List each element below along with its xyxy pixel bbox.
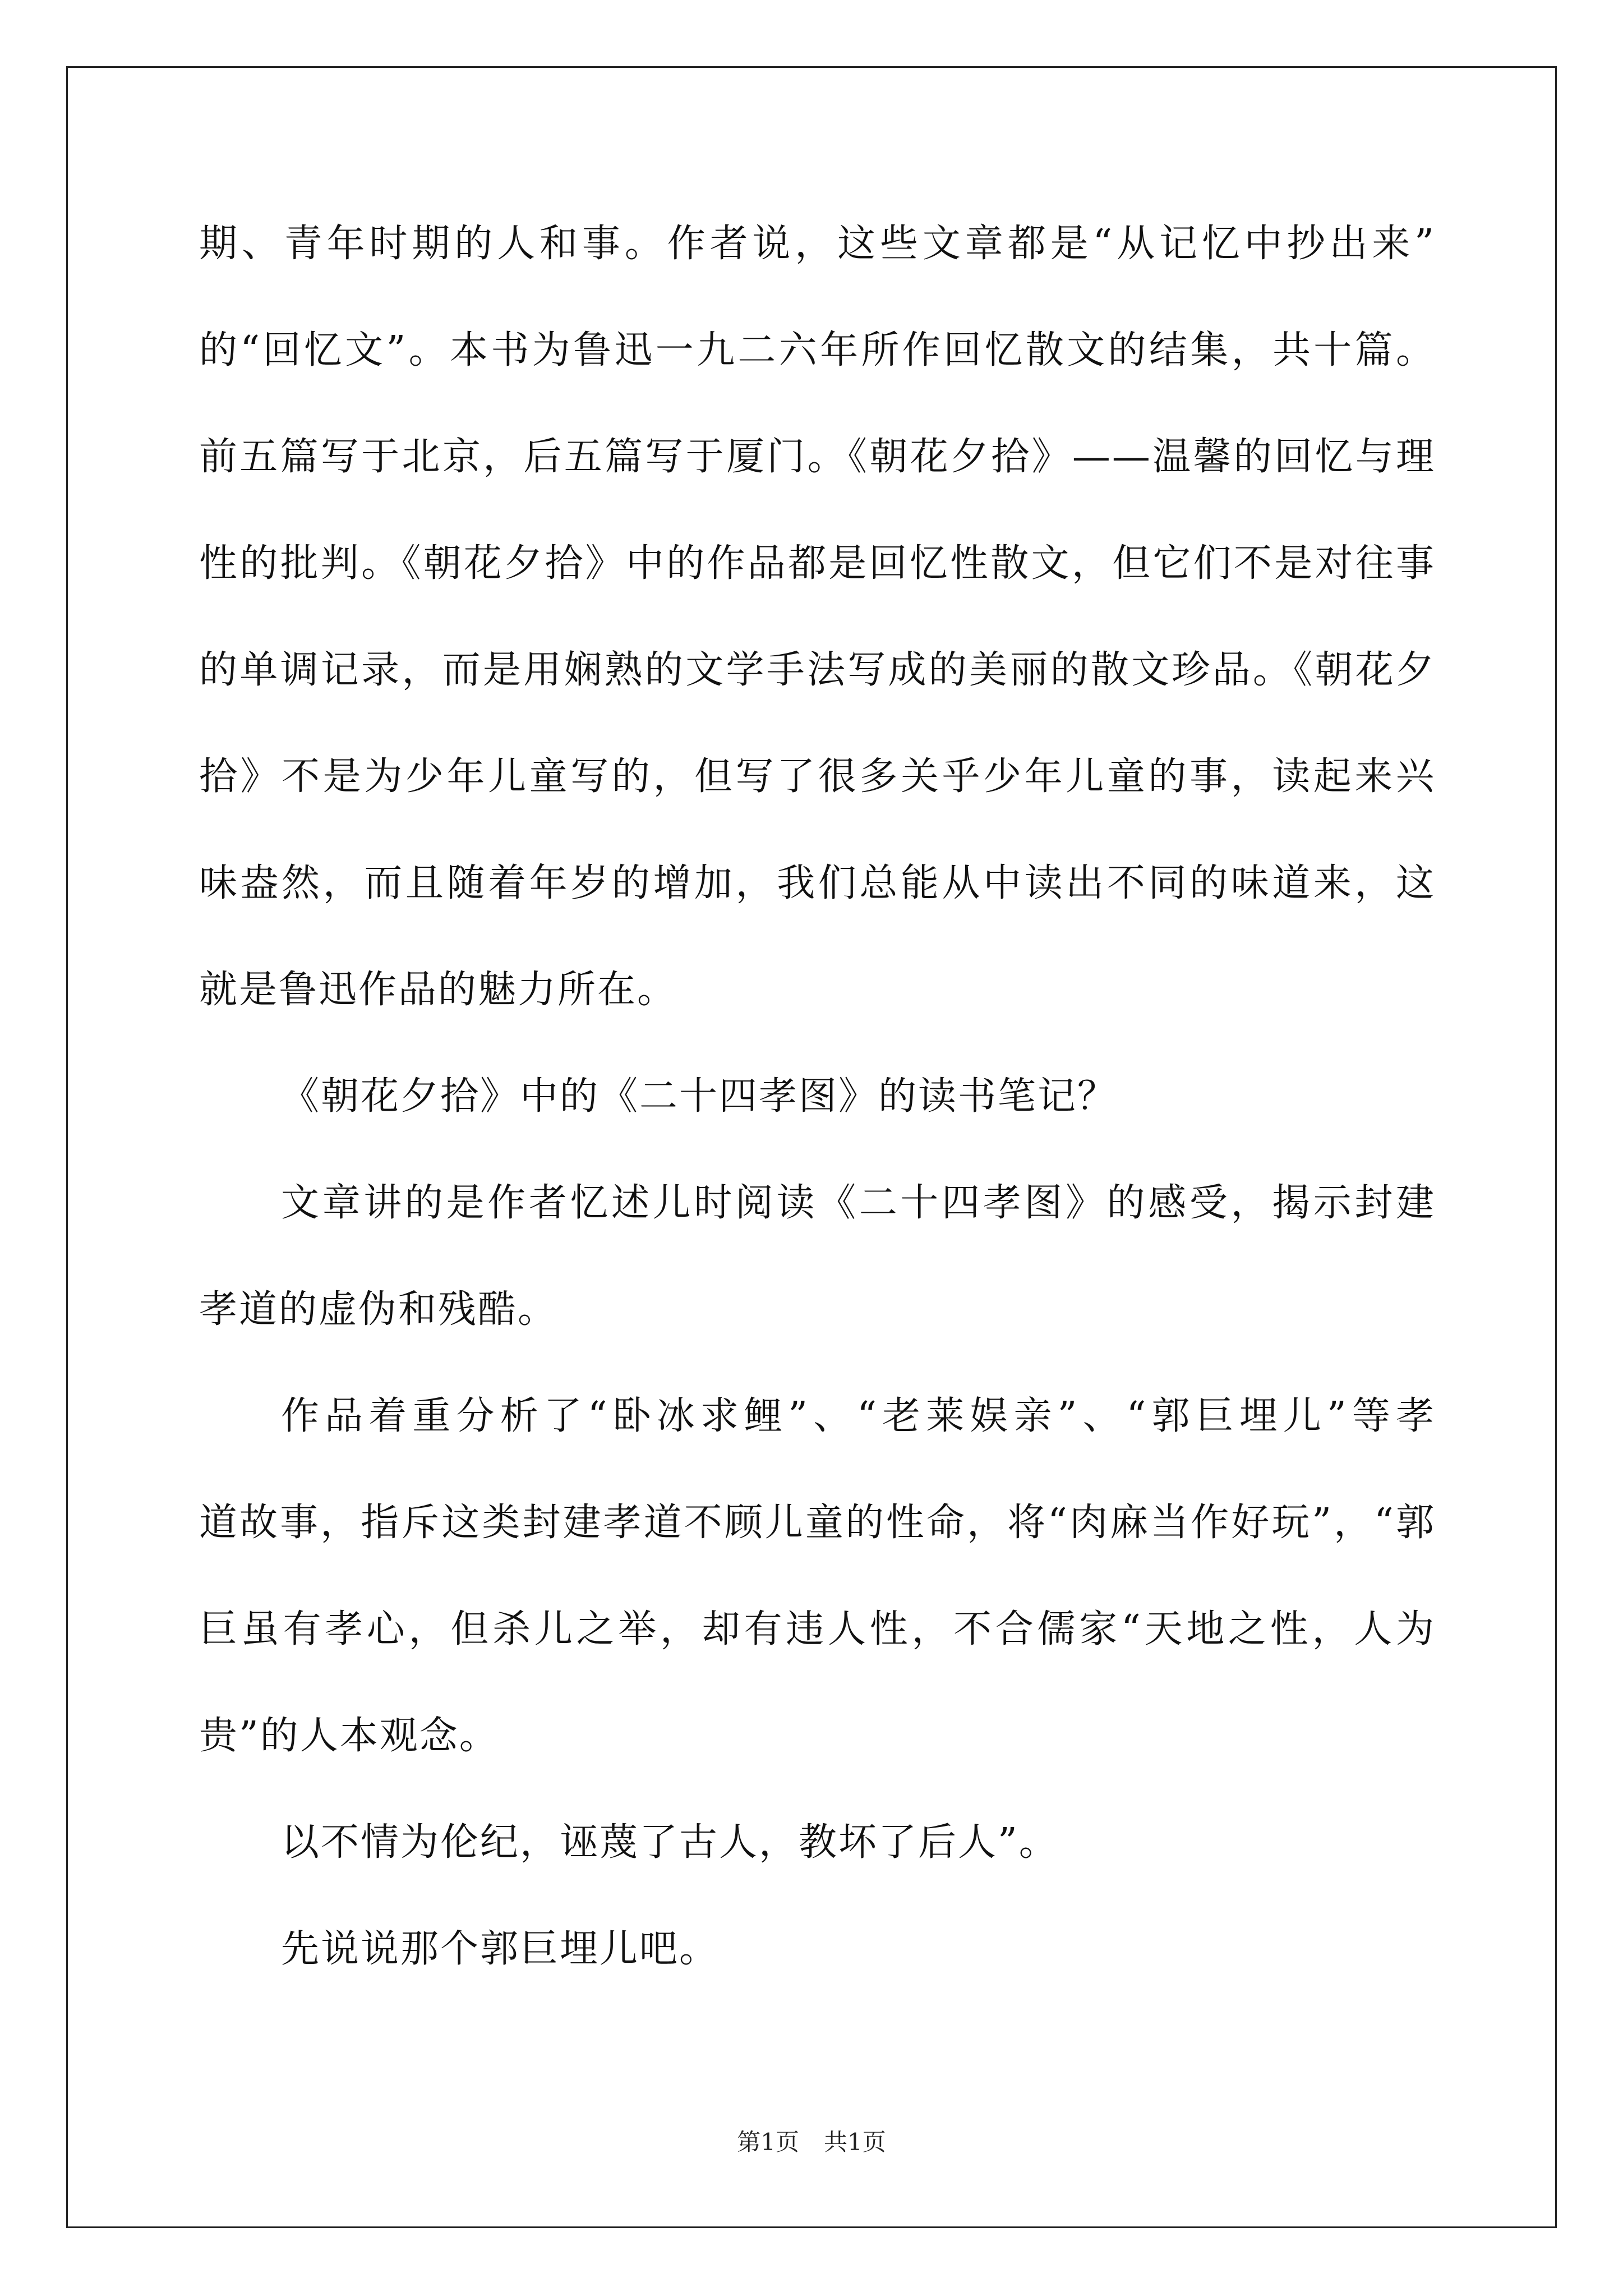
page-number: 第1页 bbox=[737, 2128, 799, 2156]
text-line: 孝道的虚伪和残酷。 bbox=[199, 1287, 558, 1332]
text-line: 前五篇写于北京，后五篇写于厦门。《朝花夕拾》——温馨的回忆与理 bbox=[199, 435, 1436, 479]
text-line: 的单调记录，而是用娴熟的文学手法写成的美丽的散文珍品。《朝花夕 bbox=[199, 648, 1436, 692]
text-line: 道故事，指斥这类封建孝道不顾儿童的性命，将“肉麻当作好玩”，“郭 bbox=[199, 1501, 1436, 1545]
section-heading: 《朝花夕拾》中的《二十四孝图》的读书笔记？ bbox=[281, 1074, 1118, 1119]
text-line: 的“回忆文”。本书为鲁迅一九二六年所作回忆散文的结集，共十篇。 bbox=[199, 328, 1436, 372]
page-footer bbox=[0, 2124, 1623, 2157]
text-line: 先说说那个郭巨埋儿吧。 bbox=[281, 1927, 720, 1971]
text-line: 性的批判。《朝花夕拾》中的作品都是回忆性散文，但它们不是对往事 bbox=[199, 541, 1436, 586]
text-line: 以不情为伦纪，诬蔑了古人，教坏了后人”。 bbox=[281, 1820, 1059, 1865]
document-body bbox=[199, 191, 1436, 2003]
text-line: 巨虽有孝心，但杀儿之举，却有违人性，不合儒家“天地之性，人为 bbox=[199, 1607, 1436, 1651]
text-line: 拾》不是为少年儿童写的，但写了很多关乎少年儿童的事，读起来兴 bbox=[199, 754, 1436, 799]
text-line: 期、青年时期的人和事。作者说，这些文章都是“从记忆中抄出来” bbox=[199, 222, 1436, 266]
text-line: 文章讲的是作者忆述儿时阅读《二十四孝图》的感受，揭示封建 bbox=[281, 1181, 1436, 1225]
text-line: 贵”的人本观念。 bbox=[199, 1714, 499, 1758]
text-line: 就是鲁迅作品的魅力所在。 bbox=[199, 968, 677, 1012]
text-line: 味盎然，而且随着年岁的增加，我们总能从中读出不同的味道来，这 bbox=[199, 861, 1436, 905]
page-total: 共1页 bbox=[824, 2128, 886, 2156]
text-line: 作品着重分析了“卧冰求鲤”、“老莱娱亲”、“郭巨埋儿”等孝 bbox=[281, 1394, 1436, 1438]
